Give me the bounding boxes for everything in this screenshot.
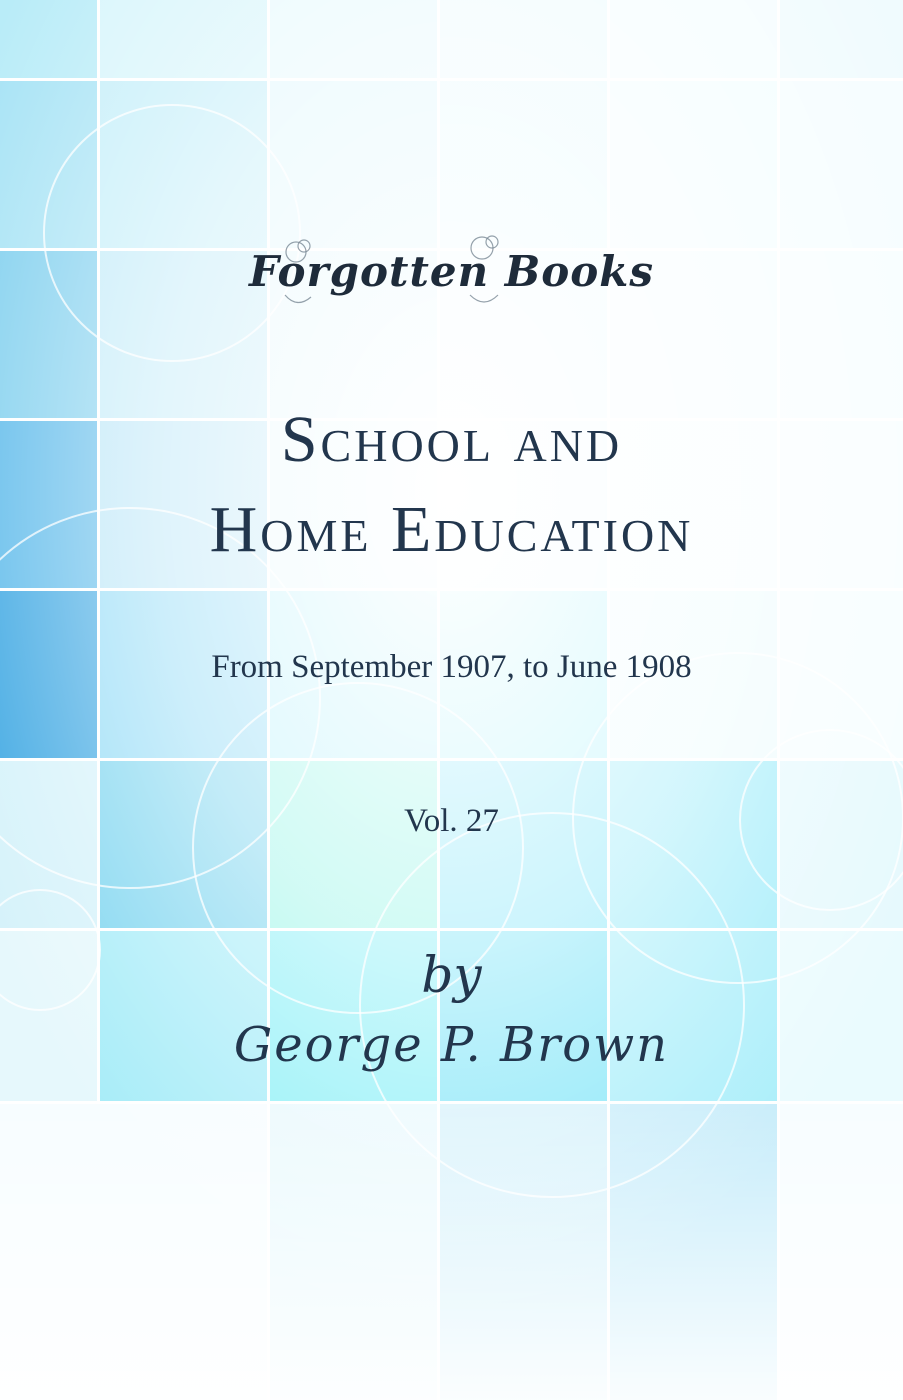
by-label: by <box>421 946 482 1004</box>
book-title-line-1: School and <box>280 403 623 476</box>
book-title <box>60 395 843 575</box>
publisher-logo: Forgotten Books <box>249 247 654 296</box>
author-name: George P. Brown <box>233 1017 670 1073</box>
book-title-line-2: Home Education <box>209 493 694 566</box>
volume-number: Vol. 27 <box>404 803 499 839</box>
book-subtitle: From September 1907, to June 1908 <box>211 649 692 685</box>
